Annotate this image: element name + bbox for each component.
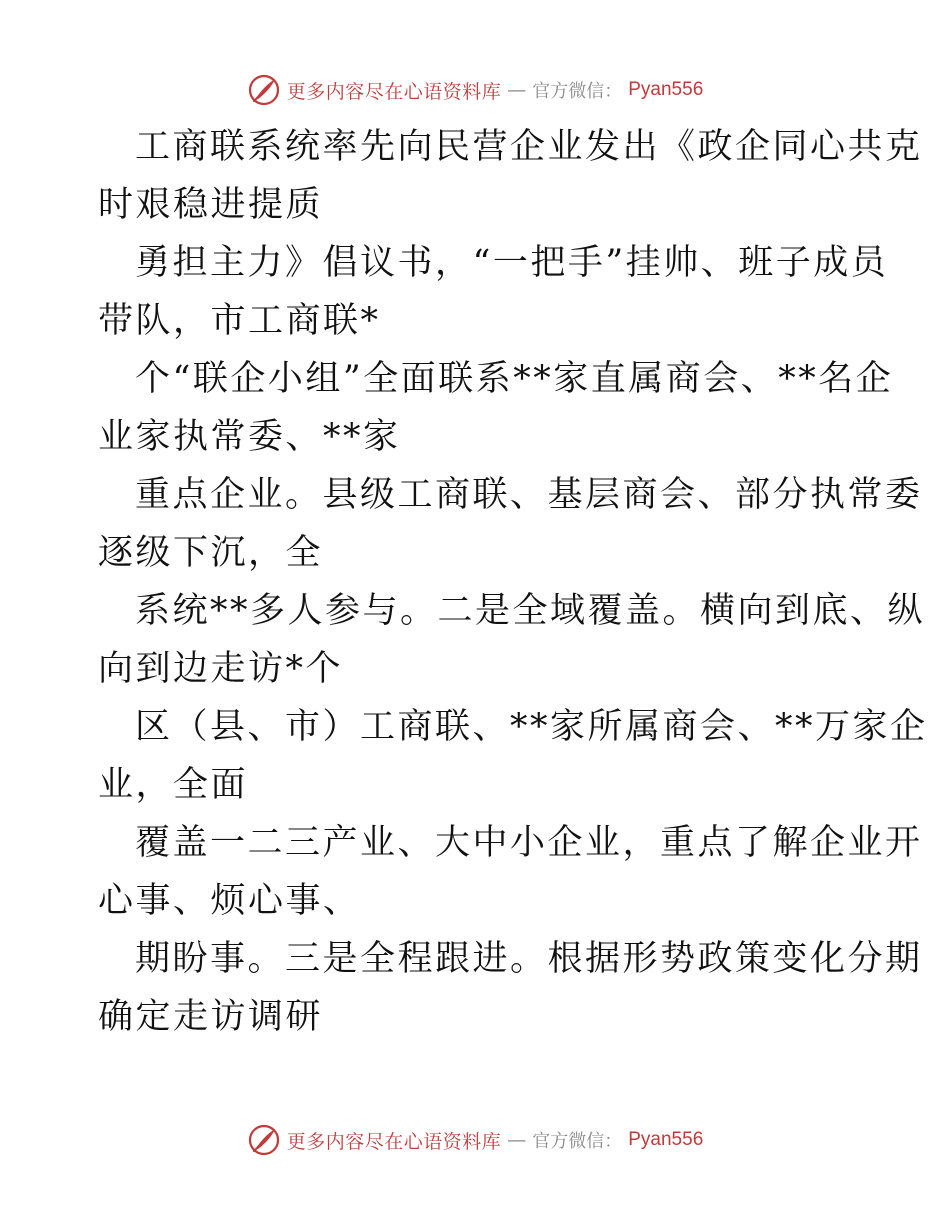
body-line: 覆盖一二三产业、大中小企业，重点了解企业开 [135,823,923,863]
header-watermark-group [247,73,704,107]
body-line: 区（县、市）工商联、**家所属商会、**万家企 [135,707,928,747]
feather-pen-logo-icon [247,73,281,107]
body-line: 个“联企小组”全面联系**家直属商会、**名企 [135,359,894,399]
body-line: 系统**多人参与。二是全域覆盖。横向到底、纵 [135,591,926,631]
watermark-contact-id: Pyan556 [628,79,704,100]
body-line: 业，全面 [98,765,249,805]
body-line: 工商联系统率先向民营企业发出《政企同心共克 [135,127,923,167]
body-line: 向到边走访*个 [98,649,344,689]
body-line: 时艰稳进提质 [98,185,324,225]
body-line: 确定走访调研 [98,997,324,1037]
feather-pen-logo-icon [247,1123,281,1157]
watermark-separator: — [507,79,527,101]
watermark-text: 更多内容尽在心语资料库 [286,80,502,103]
watermark-separator: — [507,1129,527,1151]
body-line: 心事、烦心事、 [98,881,361,921]
watermark-contact-label: 官方微信： [532,1131,623,1152]
body-line: 逐级下沉，全 [98,533,324,573]
watermark-contact-label: 官方微信： [532,81,623,102]
body-line: 勇担主力》倡议书，“一把手”挂帅、班子成员 [135,243,889,283]
watermark-text: 更多内容尽在心语资料库 [286,1130,502,1153]
body-line: 带队，市工商联* [98,301,381,341]
header-watermark [0,70,950,110]
document-body [98,118,928,1046]
watermark-contact-id: Pyan556 [628,1129,704,1150]
body-line: 期盼事。三是全程跟进。根据形势政策变化分期 [135,939,923,979]
body-line: 业家执常委、**家 [98,417,401,457]
body-line: 重点企业。县级工商联、基层商会、部分执常委 [135,475,923,515]
footer-watermark-group [247,1123,704,1157]
footer-watermark [0,1120,950,1160]
